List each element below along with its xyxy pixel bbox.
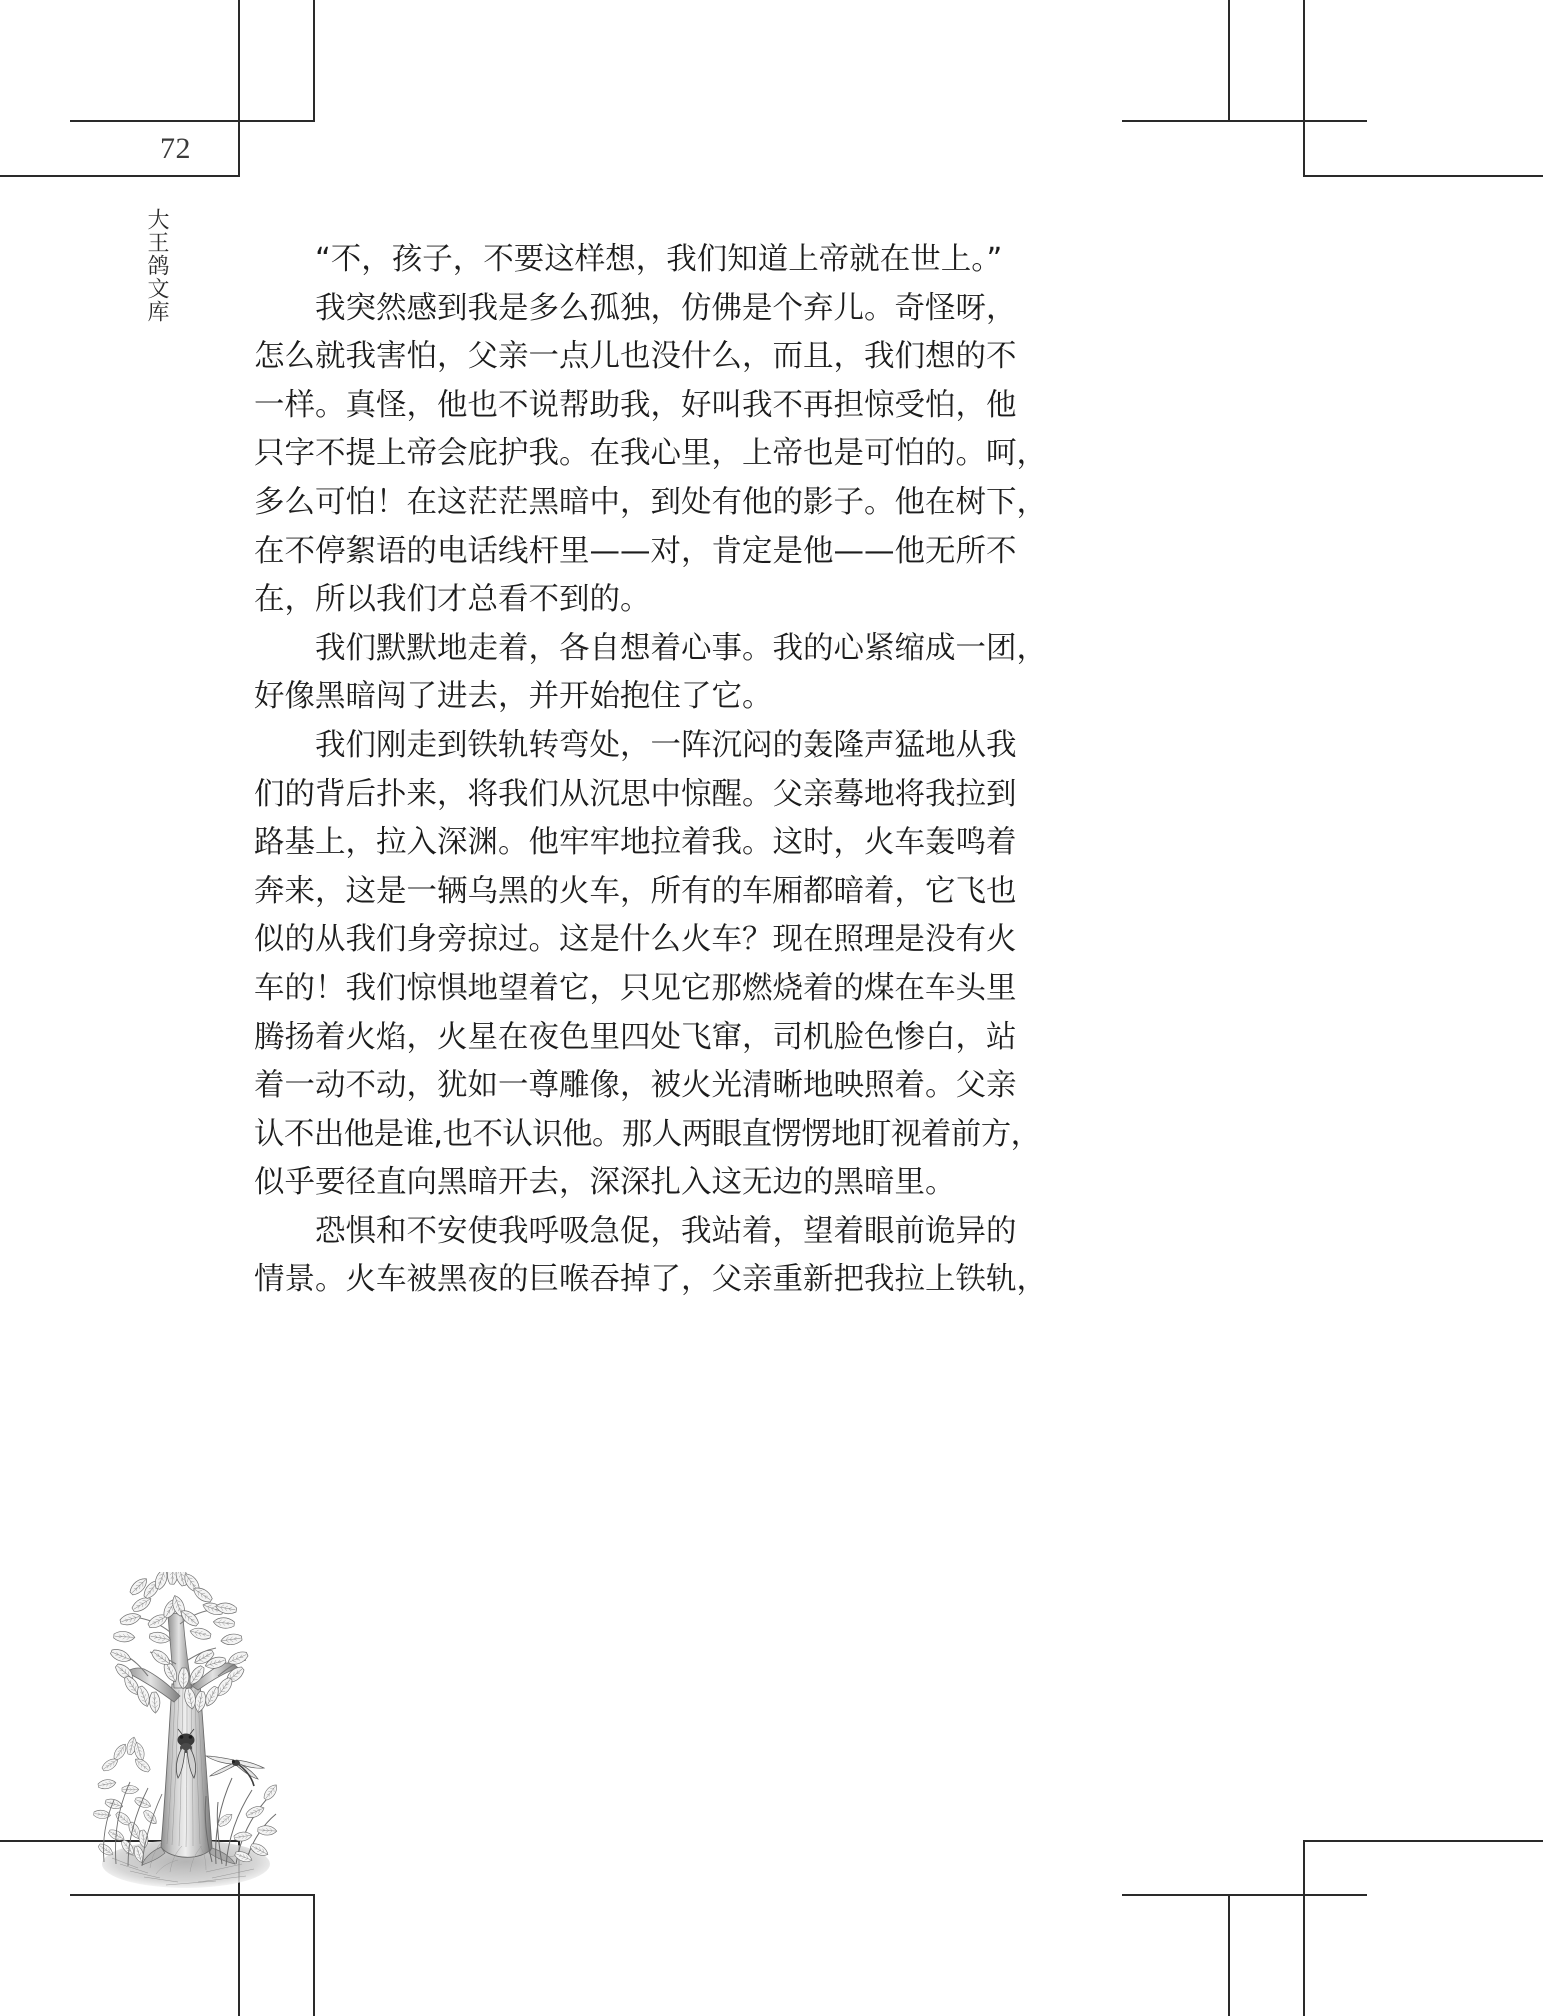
- crop-mark-line: [1303, 1840, 1543, 1842]
- crop-mark-line: [313, 1894, 315, 2016]
- body-line: 一样。真怪，他也不说帮助我，好叫我不再担惊受怕，他: [254, 387, 1017, 423]
- crop-mark-line: [1122, 1894, 1367, 1896]
- body-line: 车的！我们惊惧地望着它，只见它那燃烧着的煤在车头里: [254, 970, 1017, 1006]
- crop-mark-line: [70, 120, 315, 122]
- crop-mark-line: [1122, 120, 1367, 122]
- page-number: 72: [160, 132, 191, 165]
- body-line: 似乎要径直向黑暗开去，深深扎入这无边的黑暗里。: [254, 1165, 956, 1201]
- body-line: 着一动不动，犹如一尊雕像，被火光清晰地映照着。父亲: [254, 1068, 1017, 1104]
- body-paragraph: [254, 625, 1047, 722]
- body-paragraph: [254, 236, 1003, 285]
- body-line: 情景。火车被黑夜的巨喉吞掉了，父亲重新把我拉上铁轨，: [254, 1262, 1047, 1298]
- body-paragraph: [254, 722, 1041, 1208]
- body-line: 我们默默地走着，各自想着心事。我的心紧缩成一团，: [315, 630, 1047, 666]
- body-line: 我突然感到我是多么孤独，仿佛是个弃儿。奇怪呀，: [315, 290, 1017, 326]
- crop-mark-line: [1228, 1894, 1230, 2016]
- body-line: 路基上，拉入深渊。他牢牢地拉着我。这时，火车轰鸣着: [254, 825, 1017, 861]
- body-line: 只字不提上帝会庇护我。在我心里，上帝也是可怕的。呵，: [254, 436, 1047, 472]
- crop-mark-line: [1303, 175, 1543, 177]
- body-line: 似的从我们身旁掠过。这是什么火车？现在照理是没有火: [254, 922, 1017, 958]
- body-line: 恐惧和不安使我呼吸急促，我站着，望着眼前诡异的: [315, 1213, 1017, 1249]
- body-line: 怎么就我害怕，父亲一点儿也没什么，而且，我们想的不: [254, 339, 1017, 375]
- body-line: 腾扬着火焰，火星在夜色里四处飞窜，司机脸色惨白，站: [254, 1019, 1017, 1055]
- crop-mark-line: [313, 0, 315, 122]
- crop-mark-line: [0, 175, 240, 177]
- body-line: 我们刚走到铁轨转弯处，一阵沉闷的轰隆声猛地从我: [315, 727, 1017, 763]
- body-paragraph: [254, 1208, 1047, 1305]
- body-line: 在不停絮语的电话线杆里——对，肯定是他——他无所不: [254, 533, 1017, 569]
- crop-mark-line: [1303, 0, 1305, 177]
- body-line: 多么可怕！在这茫茫黑暗中，到处有他的影子。他在树下，: [254, 484, 1047, 520]
- body-line: 们的背后扑来，将我们从沉思中惊醒。父亲蓦地将我拉到: [254, 776, 1017, 812]
- body-line: 奔来，这是一辆乌黑的火车，所有的车厢都暗着，它飞也: [254, 873, 1017, 909]
- body-line: “不，孩子，不要这样想，我们知道上帝就在世上。”: [315, 242, 1003, 277]
- crop-mark-line: [238, 0, 240, 177]
- body-line: 在，所以我们才总看不到的。: [254, 582, 651, 618]
- body-paragraph: [254, 285, 1047, 625]
- body-line: 认不出他是谁,也不认识他。那人两眼直愣愣地盯视着前方，: [254, 1116, 1041, 1152]
- crop-mark-line: [1228, 0, 1230, 122]
- crop-mark-line: [1303, 1840, 1305, 2016]
- body-line: 好像黑暗闯了进去，并开始抱住了它。: [254, 679, 773, 715]
- dragonfly-icon: [206, 1756, 264, 1786]
- running-title-vertical: 大王鸽文库: [144, 208, 169, 323]
- page-body-text: [254, 236, 1047, 1305]
- pencil-drawing-tree-with-cicada-and-dragonfly-icon: [86, 1572, 282, 1902]
